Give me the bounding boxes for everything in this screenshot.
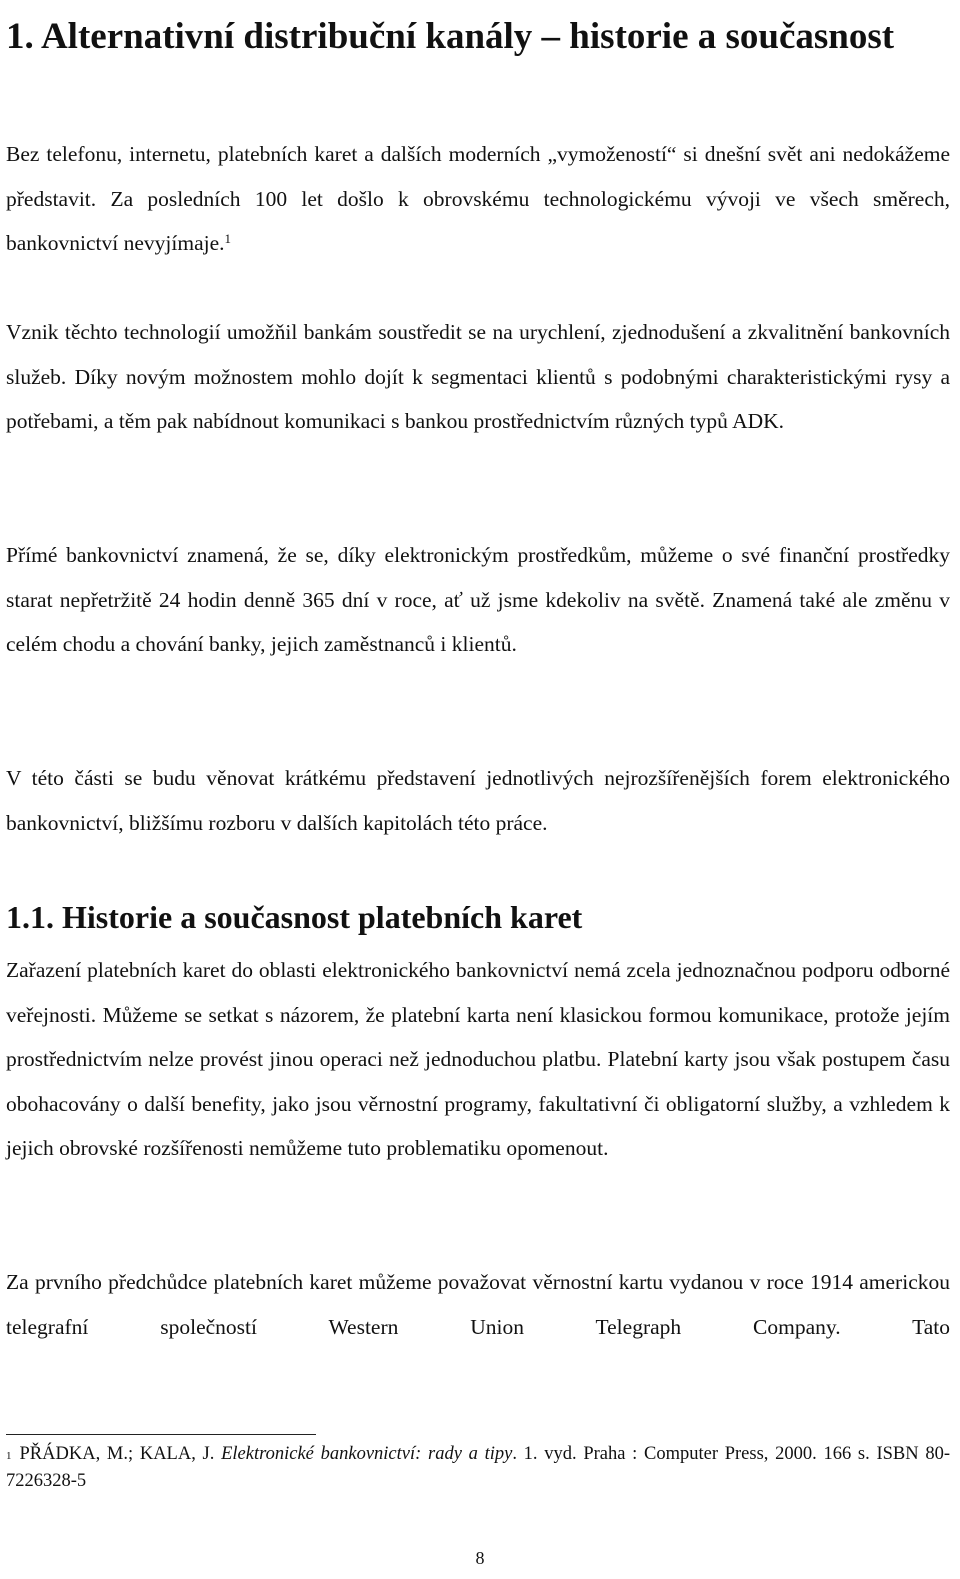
footnote-title: Elektronické bankovnictví: rady a tipy <box>221 1444 513 1464</box>
paragraph-technologies: Vznik těchto technologií umožňil bankám soustředit se na urychlení, zjednodušení a zkvalitnění bankovních služeb. Díky novým možnostem mohlo dojít k segmentaci klientů s podobnými charakteristickými rysy a potřebami, a těm pak nabídnout komunikaci s bankou prostřednictvím různých typů ADK. <box>6 320 950 434</box>
footnote-number: 1 <box>6 1450 12 1462</box>
chapter-heading: 1. Alternativní distribuční kanály – historie a současnost <box>6 16 895 57</box>
footnote <box>6 1441 950 1495</box>
paragraph-intro-text: Bez telefonu, internetu, platebních karet a dalších moderních „vymožeností“ si dnešní svět ani nedokážeme představit. Za posledních 100 let došlo k obrovskému technologickému vývoji ve všech směrech, bankovnictví nevyjímaje. <box>6 142 950 256</box>
page-number: 8 <box>475 1548 485 1568</box>
footnote-details: . 1. vyd. Praha : Computer Press, 2000. 166 s. ISBN 80-7226328-5 <box>6 1444 950 1491</box>
paragraph-direct-banking: Přímé bankovnictví znamená, že se, díky elektronickým prostředkům, můžeme o své finanční prostředky starat nepřetržitě 24 hodin denně 365 dní v roce, ať už jsme kdekoliv na světě. Znamená také ale změnu v celém chodu a chování banky, jejich zaměstnanců i klientů. <box>6 543 950 657</box>
paragraph-card-history: Za prvního předchůdce platebních karet můžeme považovat věrnostní kartu vydanou v roce 1914 americkou telegrafní společností Western Union Telegraph Company. Tato <box>6 1270 950 1339</box>
paragraph-intro <box>6 132 950 266</box>
section-heading: 1.1. Historie a současnost platebních karet <box>6 899 583 935</box>
footnote-separator <box>6 1434 316 1435</box>
paragraph-section-overview: V této části se budu věnovat krátkému představení jednotlivých nejrozšířenějších forem elektronického bankovnictví, bližšímu rozboru v dalších kapitolách této práce. <box>6 766 950 835</box>
footnote-authors: PŘÁDKA, M.; KALA, J. <box>19 1444 215 1464</box>
paragraph-card-classification: Zařazení platebních karet do oblasti elektronického bankovnictví nemá zcela jednoznačnou podporu odborné veřejnosti. Můžeme se setkat s názorem, že platební karta není klasickou formou komunikace, protože jejím prostřednictvím nelze provést jinou operaci než jednoduchou platbu. Platební karty jsou však postupem času obohacovány o další benefity, jako jsou věrnostní programy, fakultativní či obligatorní služby, a vzhledem k jejich obrovské rozšířenosti nemůžeme tuto problematiku opomenout. <box>6 958 950 1161</box>
footnote-reference[interactable]: 1 <box>224 231 232 247</box>
